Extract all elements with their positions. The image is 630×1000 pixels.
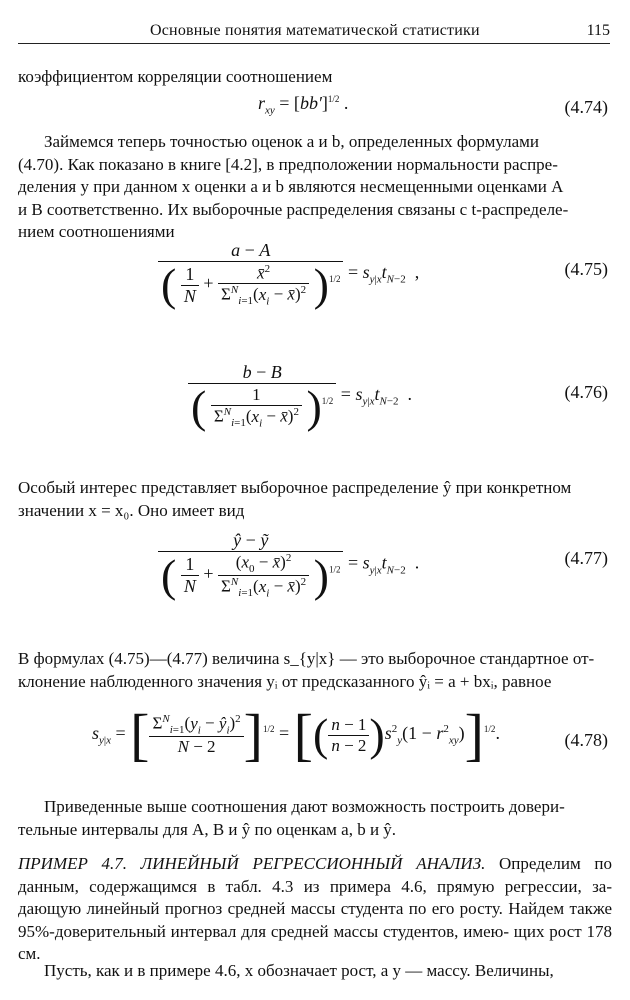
equation-number-4-74: (4.74) <box>564 97 608 117</box>
formula-4-74: $r_{xy} = [bb']^{1/2}$ . <box>258 93 349 117</box>
text-line: данным, содержащимся в табл. 4.3 из примера 4.6, прямую регрессии, за- <box>18 876 612 896</box>
example-heading: ПРИМЕР 4.7. ЛИНЕЙНЫЙ РЕГРЕССИОННЫЙ АНАЛИЗ. <box>18 854 486 873</box>
text-line: В формулах (4.75)—(4.77) величина s_{y|x} — это выборочное стандартное от- <box>18 649 595 668</box>
running-header <box>18 22 610 44</box>
equation-number-4-75: (4.75) <box>564 259 608 279</box>
text-line: Приведенные выше соотношения дают возможность построить довери- <box>44 797 565 816</box>
paragraph-intro <box>18 66 612 89</box>
text-line: и B соответственно. Их выборочные распределения связаны с t-распределе- <box>18 199 569 219</box>
text-line: деления y при данном x оценки a и b являются несмещенными оценками A <box>18 177 564 196</box>
text-line: тельные интервалы для A, B и ŷ по оценкам a, b и ŷ. <box>18 819 397 839</box>
text-line: Пусть, как и в примере 4.6, x обозначает рост, a y — массу. Величины, <box>44 961 554 980</box>
text-line: (4.70). Как показано в книге [4.2], в предположении нормальности распре- <box>18 154 558 174</box>
running-header-title: Основные понятия математической статистики <box>150 22 480 39</box>
page-number: 115 <box>586 22 610 39</box>
example-4-7 <box>18 853 612 966</box>
paragraph-special-interest <box>18 477 612 522</box>
text-line: клонение наблюденного значения yᵢ от предсказанного ŷᵢ = a + bxᵢ, равное <box>18 671 552 691</box>
example-heading-tail: Определим по <box>499 854 612 873</box>
equation-number-4-77: (4.77) <box>564 548 608 568</box>
formula-4-76: b − B ( $\frac{1}{\Sigma^N_{i=1}(x_i - x̄)^2}$ )$^{1/2}$ = $s_{y|x}t_{N-2}$ . <box>188 362 412 430</box>
equation-number-4-78: (4.78) <box>564 730 608 750</box>
text-line: нием соотношениями <box>18 222 175 241</box>
equation-number-4-76: (4.76) <box>564 382 608 402</box>
text-line: Особый интерес представляет выборочное распределение ŷ при конкретном <box>18 478 572 497</box>
formula-4-75: a − A ( $\frac{1}{N}$ + $\frac{x̄^2}{\Sigma^N_{i=1}(x_i - x̄)^2}$ )$^{1/2}$ = $s_{y|x}t_{N-2}$ , <box>158 240 419 308</box>
text-line: Займемся теперь точностью оценок a и b, определенных формулами <box>44 132 540 151</box>
header-rule <box>18 43 610 44</box>
text-line: также 95%-доверительный интервал для средней массы студентов, имею- <box>18 899 613 941</box>
text-line <box>18 854 612 873</box>
paragraph-std-deviation <box>18 648 612 693</box>
paragraph-precision <box>18 131 612 244</box>
text-line: дающую линейный прогноз средней массы студента по его росту. Найдем <box>18 899 565 918</box>
formula-4-77: ŷ − ỹ ( $\frac{1}{N}$ + $\frac{(x_0 - x̄)^2}{\Sigma^N_{i=1}(x_i - x̄)^2}$ )$^{1/2}$ = $s_{y|x}t_{N-2}$ . <box>158 530 419 599</box>
text-line: коэффициентом корреляции соотношением <box>18 67 333 86</box>
paragraph-confidence-intervals <box>18 796 612 841</box>
paragraph-last <box>18 960 612 983</box>
text-line: щих рост 178 см. <box>18 921 612 963</box>
formula-4-78: $s_{y|x}$ = [ $\frac{\Sigma^N_{i=1}(y_i - ŷ_i)^2}{N - 2}$ ]$^{1/2}$ = [( $\frac{n - 1}{n - 2}$ )$s^2_y(1 - r^2_{xy})]^{1/2}$. <box>92 702 500 767</box>
text-line: значении x = x₀. Оно имеет вид <box>18 500 245 520</box>
